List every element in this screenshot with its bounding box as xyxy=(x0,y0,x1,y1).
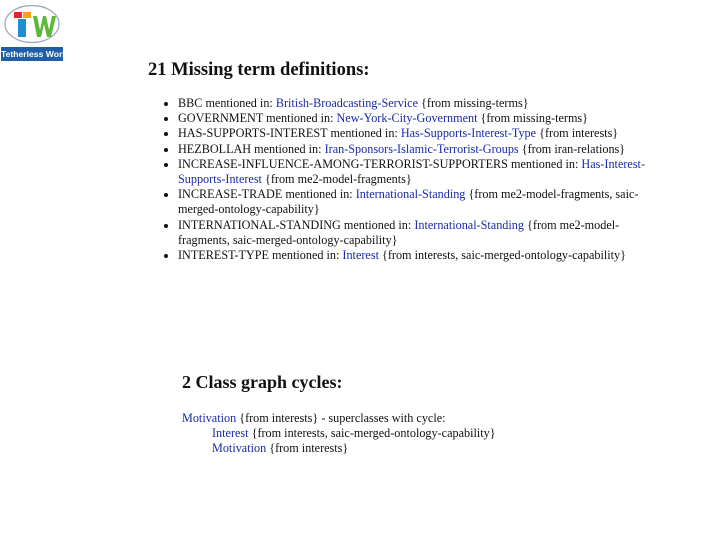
term-name: INTERNATIONAL-STANDING xyxy=(178,217,341,232)
cycle-line xyxy=(212,441,348,456)
source-text: {from missing-terms} xyxy=(480,111,589,126)
term-link[interactable]: International-Standing xyxy=(355,187,466,202)
term-name: INCREASE-TRADE xyxy=(178,187,283,202)
source-text: {from me2-model-fragments} xyxy=(265,172,412,187)
missing-terms-heading: 21 Missing term definitions: xyxy=(148,60,370,80)
source-text: {from me2-model-fragments, saic-merged-ontology-capability} xyxy=(178,217,620,247)
list-item xyxy=(178,187,648,217)
term-link[interactable]: International-Standing xyxy=(414,217,524,232)
mentioned-in-label: mentioned in: xyxy=(272,248,340,263)
logo-mark-icon xyxy=(4,4,60,44)
cycle-text: {from interests} - superclasses with cycle: xyxy=(239,411,446,425)
mentioned-in-label: mentioned in: xyxy=(285,187,353,202)
class-link[interactable]: Interest xyxy=(212,426,249,440)
source-text: {from me2-model-fragments, saic-merged-ontology-capability} xyxy=(178,187,639,217)
list-item xyxy=(178,218,648,248)
term-link[interactable]: British-Broadcasting-Service xyxy=(275,96,418,110)
term-name: INTEREST-TYPE xyxy=(178,248,269,263)
class-cycles-heading: 2 Class graph cycles: xyxy=(182,372,343,392)
list-item xyxy=(178,96,648,111)
tetherless-world-logo xyxy=(0,4,70,60)
source-text: {from interests} xyxy=(539,126,619,141)
source-text: {from iran-relations} xyxy=(521,141,626,156)
class-link[interactable]: Motivation xyxy=(212,441,267,455)
logo-banner-text: Tetherless World xyxy=(1,49,70,59)
cycle-line xyxy=(182,411,446,426)
class-link[interactable]: Motivation xyxy=(182,411,237,425)
mentioned-in-label: mentioned in: xyxy=(254,141,322,156)
cycle-text: {from interests, saic-merged-ontology-capability} xyxy=(251,426,496,440)
term-name: INCREASE-INFLUENCE-AMONG-TERRORIST-SUPPORTERS xyxy=(178,156,508,171)
missing-terms-list xyxy=(160,96,648,263)
mentioned-in-label: mentioned in: xyxy=(510,156,579,171)
mentioned-in-label: mentioned in: xyxy=(266,111,334,126)
term-name: BBC xyxy=(178,96,203,110)
mentioned-in-label: mentioned in: xyxy=(330,126,398,141)
mentioned-in-label: mentioned in: xyxy=(205,96,273,110)
term-link[interactable]: New-York-City-Government xyxy=(336,111,478,126)
term-name: GOVERNMENT xyxy=(178,111,264,126)
term-link[interactable]: Has-Supports-Interest-Type xyxy=(400,126,537,141)
list-item xyxy=(178,248,648,263)
term-link[interactable]: Has-Interest-Supports-Interest xyxy=(178,156,646,187)
cycle-line xyxy=(212,426,496,441)
term-link[interactable]: Iran-Sponsors-Islamic-Terrorist-Groups xyxy=(324,141,519,156)
term-name: HEZBOLLAH xyxy=(178,141,252,156)
mentioned-in-label: mentioned in: xyxy=(343,217,412,232)
list-item xyxy=(178,126,648,141)
source-text: {from missing-terms} xyxy=(421,96,529,110)
term-name: HAS-SUPPORTS-INTEREST xyxy=(178,126,328,141)
source-text: {from interests, saic-merged-ontology-capability} xyxy=(382,248,626,263)
list-item xyxy=(178,157,648,187)
list-item xyxy=(178,142,648,157)
term-link[interactable]: Interest xyxy=(342,248,379,263)
list-item xyxy=(178,111,648,126)
cycle-text: {from interests} xyxy=(269,441,349,455)
